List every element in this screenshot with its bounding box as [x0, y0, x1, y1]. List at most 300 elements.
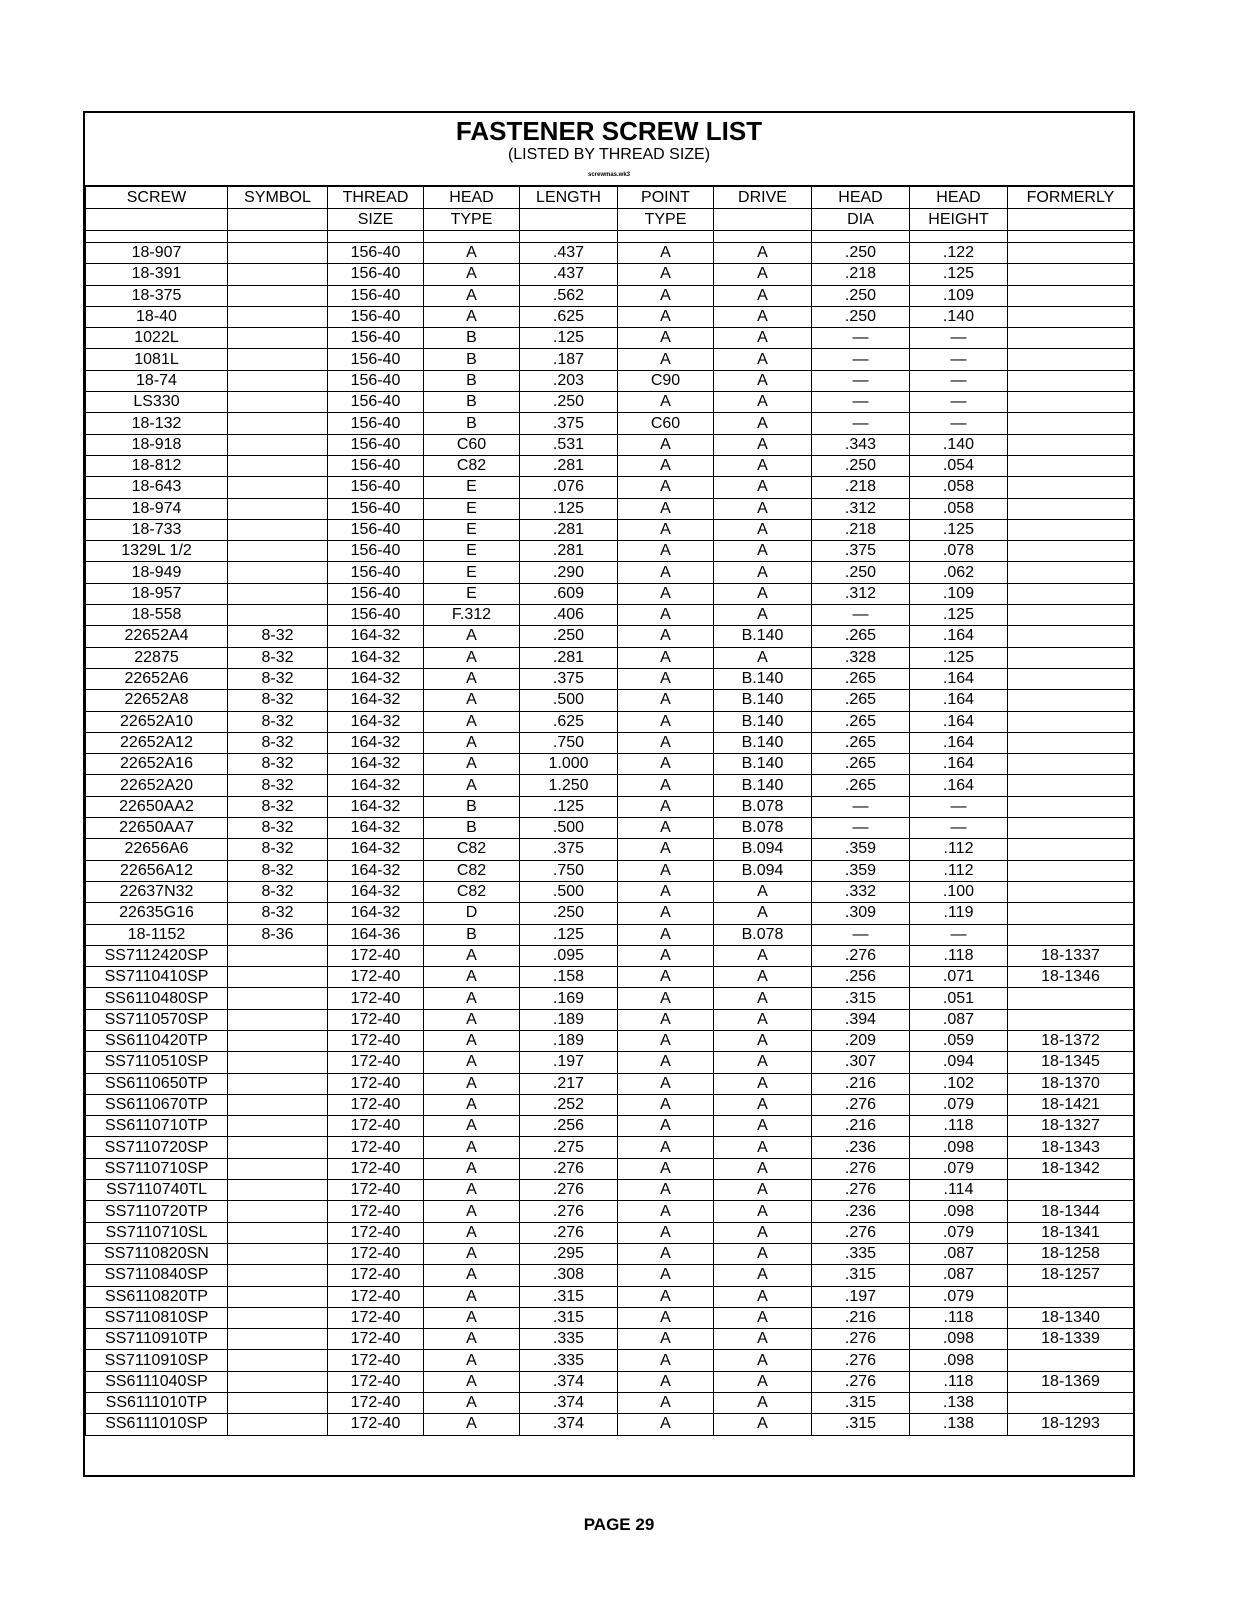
cell-length: .374	[520, 1393, 618, 1414]
cell-drive: A	[714, 1222, 812, 1243]
cell-screw: 18-907	[86, 243, 228, 264]
cell-head-type: A	[424, 1243, 520, 1264]
cell-head-type: F.312	[424, 605, 520, 626]
cell-symbol	[228, 1414, 328, 1435]
cell-symbol: 8-32	[228, 668, 328, 689]
cell-point-type: A	[618, 1116, 714, 1137]
cell-thread-size: 164-32	[328, 860, 424, 881]
cell-point-type: A	[618, 1073, 714, 1094]
cell-thread-size: 164-32	[328, 818, 424, 839]
cell-thread-size: 172-40	[328, 1222, 424, 1243]
cell-length: .250	[520, 626, 618, 647]
cell-thread-size: 172-40	[328, 1414, 424, 1435]
cell-thread-size: 156-40	[328, 434, 424, 455]
cell-head-height: .119	[910, 903, 1008, 924]
cell-head-height: .051	[910, 988, 1008, 1009]
cell-head-type: E	[424, 498, 520, 519]
cell-symbol	[228, 541, 328, 562]
cell-head-type: A	[424, 711, 520, 732]
cell-point-type: A	[618, 839, 714, 860]
cell-point-type: A	[618, 1222, 714, 1243]
cell-point-type: A	[618, 541, 714, 562]
cell-point-type: A	[618, 1307, 714, 1328]
table-row	[86, 924, 1134, 945]
cell-head-height: —	[910, 796, 1008, 817]
cell-screw: SS7110710SL	[86, 1222, 228, 1243]
cell-screw: SS7110820SN	[86, 1243, 228, 1264]
cell-length: .335	[520, 1329, 618, 1350]
cell-length: .290	[520, 562, 618, 583]
table-row	[86, 1265, 1134, 1286]
cell-symbol	[228, 1052, 328, 1073]
cell-formerly	[1008, 243, 1134, 264]
cell-head-type: E	[424, 541, 520, 562]
cell-point-type: A	[618, 477, 714, 498]
cell-symbol	[228, 285, 328, 306]
cell-formerly	[1008, 711, 1134, 732]
cell-formerly: 18-1372	[1008, 1030, 1134, 1051]
cell-head-dia: .276	[812, 945, 910, 966]
col-header-head: HEAD	[424, 186, 520, 209]
cell-head-dia: .276	[812, 1371, 910, 1392]
cell-length: .609	[520, 583, 618, 604]
cell-length: .500	[520, 818, 618, 839]
col-header-length: LENGTH	[520, 186, 618, 209]
cell-head-type: A	[424, 626, 520, 647]
cell-symbol	[228, 328, 328, 349]
cell-screw: SS7110510SP	[86, 1052, 228, 1073]
cell-point-type: A	[618, 945, 714, 966]
cell-point-type: A	[618, 1393, 714, 1414]
cell-drive: B.140	[714, 732, 812, 753]
cell-point-type: A	[618, 1030, 714, 1051]
cell-head-height: .079	[910, 1158, 1008, 1179]
cell-head-type: B	[424, 328, 520, 349]
screw-table	[85, 185, 1134, 1436]
cell-thread-size: 172-40	[328, 945, 424, 966]
cell-length: .095	[520, 945, 618, 966]
cell-symbol	[228, 243, 328, 264]
cell-drive: A	[714, 328, 812, 349]
cell-formerly	[1008, 583, 1134, 604]
cell-length: 1.000	[520, 754, 618, 775]
cell-head-type: A	[424, 647, 520, 668]
cell-formerly	[1008, 498, 1134, 519]
col-header-head-height: HEAD	[910, 186, 1008, 209]
cell-formerly	[1008, 839, 1134, 860]
cell-symbol	[228, 1116, 328, 1137]
cell-head-type: E	[424, 562, 520, 583]
table-row	[86, 264, 1134, 285]
table-row	[86, 1030, 1134, 1051]
cell-thread-size: 172-40	[328, 1116, 424, 1137]
cell-drive: A	[714, 881, 812, 902]
cell-head-dia: .250	[812, 562, 910, 583]
cell-thread-size: 164-32	[328, 668, 424, 689]
cell-thread-size: 156-40	[328, 605, 424, 626]
cell-length: .315	[520, 1286, 618, 1307]
cell-head-type: A	[424, 1180, 520, 1201]
cell-symbol: 8-32	[228, 754, 328, 775]
cell-length: .187	[520, 349, 618, 370]
cell-thread-size: 172-40	[328, 1201, 424, 1222]
cell-formerly: 18-1258	[1008, 1243, 1134, 1264]
cell-symbol: 8-32	[228, 690, 328, 711]
cell-point-type: A	[618, 562, 714, 583]
cell-head-height: .102	[910, 1073, 1008, 1094]
cell-point-type: A	[618, 988, 714, 1009]
cell-point-type: A	[618, 881, 714, 902]
table-row	[86, 1414, 1134, 1435]
cell-thread-size: 164-32	[328, 732, 424, 753]
cell-drive: A	[714, 434, 812, 455]
cell-head-height: .079	[910, 1222, 1008, 1243]
cell-length: .281	[520, 541, 618, 562]
cell-screw: SS7110720SP	[86, 1137, 228, 1158]
cell-head-height: .094	[910, 1052, 1008, 1073]
cell-length: .295	[520, 1243, 618, 1264]
cell-head-dia: .375	[812, 541, 910, 562]
cell-screw: 22652A6	[86, 668, 228, 689]
cell-length: .158	[520, 967, 618, 988]
cell-length: .276	[520, 1222, 618, 1243]
cell-length: .375	[520, 839, 618, 860]
header-row-2	[86, 209, 1134, 231]
cell-length: .189	[520, 1009, 618, 1030]
table-row	[86, 306, 1134, 327]
cell-point-type: A	[618, 626, 714, 647]
cell-drive: A	[714, 1414, 812, 1435]
cell-formerly	[1008, 754, 1134, 775]
cell-formerly	[1008, 477, 1134, 498]
cell-head-type: B	[424, 818, 520, 839]
table-row	[86, 988, 1134, 1009]
table-row	[86, 519, 1134, 540]
cell-formerly: 18-1345	[1008, 1052, 1134, 1073]
cell-thread-size: 164-32	[328, 711, 424, 732]
cell-head-dia: .216	[812, 1307, 910, 1328]
cell-head-type: C60	[424, 434, 520, 455]
cell-length: .217	[520, 1073, 618, 1094]
cell-formerly	[1008, 818, 1134, 839]
cell-formerly: 18-1346	[1008, 967, 1134, 988]
cell-head-dia: .218	[812, 264, 910, 285]
cell-head-height: .140	[910, 306, 1008, 327]
cell-point-type: A	[618, 519, 714, 540]
cell-drive: B.140	[714, 775, 812, 796]
cell-point-type: A	[618, 1137, 714, 1158]
cell-formerly: 18-1370	[1008, 1073, 1134, 1094]
cell-drive: A	[714, 477, 812, 498]
cell-formerly	[1008, 775, 1134, 796]
cell-head-type: B	[424, 413, 520, 434]
cell-length: .374	[520, 1371, 618, 1392]
cell-formerly: 18-1343	[1008, 1137, 1134, 1158]
cell-symbol	[228, 349, 328, 370]
cell-head-dia: .359	[812, 860, 910, 881]
cell-symbol	[228, 1158, 328, 1179]
cell-screw: 22652A8	[86, 690, 228, 711]
cell-head-type: A	[424, 1158, 520, 1179]
cell-head-type: A	[424, 306, 520, 327]
cell-head-dia: .394	[812, 1009, 910, 1030]
cell-point-type: A	[618, 647, 714, 668]
cell-point-type: A	[618, 668, 714, 689]
cell-head-type: A	[424, 775, 520, 796]
col-subheader-point: TYPE	[618, 209, 714, 231]
cell-length: .500	[520, 881, 618, 902]
cell-point-type: A	[618, 243, 714, 264]
cell-head-type: D	[424, 903, 520, 924]
cell-head-dia: .265	[812, 690, 910, 711]
cell-drive: B.140	[714, 754, 812, 775]
cell-point-type: A	[618, 860, 714, 881]
cell-length: .562	[520, 285, 618, 306]
cell-drive: A	[714, 605, 812, 626]
cell-head-height: .109	[910, 583, 1008, 604]
table-row	[86, 413, 1134, 434]
cell-head-dia: .250	[812, 243, 910, 264]
cell-head-dia: .312	[812, 583, 910, 604]
cell-drive: A	[714, 1180, 812, 1201]
cell-drive: B.078	[714, 818, 812, 839]
cell-length: .276	[520, 1158, 618, 1179]
cell-symbol	[228, 605, 328, 626]
cell-screw: 22635G16	[86, 903, 228, 924]
cell-screw: SS7110570SP	[86, 1009, 228, 1030]
cell-point-type: A	[618, 1414, 714, 1435]
cell-head-dia: .250	[812, 306, 910, 327]
cell-thread-size: 172-40	[328, 1052, 424, 1073]
cell-head-height: .125	[910, 647, 1008, 668]
cell-drive: A	[714, 988, 812, 1009]
cell-symbol	[228, 1094, 328, 1115]
cell-screw: 18-132	[86, 413, 228, 434]
cell-formerly	[1008, 349, 1134, 370]
cell-symbol	[228, 1329, 328, 1350]
cell-drive: A	[714, 349, 812, 370]
cell-drive: B.140	[714, 690, 812, 711]
cell-head-type: A	[424, 1350, 520, 1371]
cell-head-dia: .276	[812, 1094, 910, 1115]
cell-symbol: 8-32	[228, 775, 328, 796]
cell-point-type: A	[618, 1286, 714, 1307]
col-header-drive: DRIVE	[714, 186, 812, 209]
table-row	[86, 370, 1134, 391]
cell-head-height: .118	[910, 1116, 1008, 1137]
cell-screw: 18-974	[86, 498, 228, 519]
cell-thread-size: 172-40	[328, 1030, 424, 1051]
cell-head-type: A	[424, 1265, 520, 1286]
cell-symbol	[228, 1180, 328, 1201]
cell-screw: 18-733	[86, 519, 228, 540]
cell-point-type: A	[618, 1265, 714, 1286]
cell-thread-size: 164-32	[328, 839, 424, 860]
screw-table-body	[86, 243, 1134, 1436]
cell-drive: A	[714, 306, 812, 327]
cell-head-type: A	[424, 1052, 520, 1073]
cell-symbol	[228, 1137, 328, 1158]
table-row	[86, 690, 1134, 711]
cell-drive: A	[714, 1307, 812, 1328]
cell-symbol	[228, 562, 328, 583]
cell-thread-size: 172-40	[328, 1350, 424, 1371]
cell-screw: 22652A10	[86, 711, 228, 732]
cell-screw: 18-918	[86, 434, 228, 455]
cell-length: .281	[520, 455, 618, 476]
cell-point-type: A	[618, 583, 714, 604]
cell-screw: 18-391	[86, 264, 228, 285]
cell-drive: A	[714, 370, 812, 391]
cell-formerly	[1008, 455, 1134, 476]
screw-list-frame	[83, 111, 1135, 1477]
cell-screw: 22656A12	[86, 860, 228, 881]
cell-length: .437	[520, 243, 618, 264]
cell-drive: A	[714, 1073, 812, 1094]
cell-screw: SS7110910TP	[86, 1329, 228, 1350]
cell-length: .076	[520, 477, 618, 498]
cell-head-dia: .276	[812, 1222, 910, 1243]
cell-screw: 22650AA2	[86, 796, 228, 817]
cell-point-type: A	[618, 754, 714, 775]
cell-screw: SS6111010SP	[86, 1414, 228, 1435]
col-header-screw: SCREW	[86, 186, 228, 209]
cell-head-type: A	[424, 732, 520, 753]
cell-head-type: A	[424, 945, 520, 966]
cell-drive: A	[714, 1286, 812, 1307]
table-row	[86, 860, 1134, 881]
cell-length: .275	[520, 1137, 618, 1158]
cell-head-dia: .216	[812, 1073, 910, 1094]
cell-thread-size: 172-40	[328, 1371, 424, 1392]
cell-length: .374	[520, 1414, 618, 1435]
table-row	[86, 796, 1134, 817]
cell-length: .375	[520, 668, 618, 689]
page-title: FASTENER SCREW LIST	[455, 116, 763, 146]
cell-drive: B.140	[714, 668, 812, 689]
cell-length: .125	[520, 498, 618, 519]
cell-screw: SS7110740TL	[86, 1180, 228, 1201]
cell-point-type: A	[618, 1094, 714, 1115]
cell-thread-size: 156-40	[328, 285, 424, 306]
cell-drive: A	[714, 1350, 812, 1371]
cell-drive: B.094	[714, 860, 812, 881]
cell-head-dia: .265	[812, 754, 910, 775]
cell-length: .203	[520, 370, 618, 391]
cell-symbol	[228, 306, 328, 327]
cell-formerly	[1008, 285, 1134, 306]
cell-point-type: A	[618, 775, 714, 796]
cell-thread-size: 164-32	[328, 754, 424, 775]
cell-point-type: A	[618, 1201, 714, 1222]
cell-head-height: .098	[910, 1201, 1008, 1222]
cell-thread-size: 172-40	[328, 967, 424, 988]
cell-formerly	[1008, 626, 1134, 647]
cell-head-dia: .276	[812, 1158, 910, 1179]
cell-drive: A	[714, 413, 812, 434]
table-row	[86, 243, 1134, 264]
cell-head-height: .118	[910, 1371, 1008, 1392]
cell-symbol: 8-32	[228, 647, 328, 668]
col-subheader-screw	[86, 209, 228, 231]
cell-thread-size: 156-40	[328, 541, 424, 562]
cell-drive: B.140	[714, 711, 812, 732]
cell-formerly: 18-1257	[1008, 1265, 1134, 1286]
cell-drive: A	[714, 562, 812, 583]
table-row	[86, 605, 1134, 626]
cell-drive: A	[714, 1030, 812, 1051]
cell-head-dia: .209	[812, 1030, 910, 1051]
cell-head-height: .087	[910, 1265, 1008, 1286]
cell-length: .250	[520, 903, 618, 924]
cell-head-height: .164	[910, 754, 1008, 775]
cell-point-type: A	[618, 690, 714, 711]
cell-drive: A	[714, 1094, 812, 1115]
col-subheader-head-height: HEIGHT	[910, 209, 1008, 231]
cell-length: .281	[520, 647, 618, 668]
cell-screw: 18-40	[86, 306, 228, 327]
cell-point-type: A	[618, 924, 714, 945]
cell-formerly	[1008, 1350, 1134, 1371]
cell-thread-size: 156-40	[328, 264, 424, 285]
cell-thread-size: 172-40	[328, 1286, 424, 1307]
cell-head-type: A	[424, 754, 520, 775]
cell-thread-size: 156-40	[328, 370, 424, 391]
cell-head-dia: .343	[812, 434, 910, 455]
table-row	[86, 1158, 1134, 1179]
cell-symbol: 8-32	[228, 732, 328, 753]
cell-formerly	[1008, 1180, 1134, 1201]
cell-formerly	[1008, 647, 1134, 668]
cell-head-type: A	[424, 988, 520, 1009]
table-row	[86, 285, 1134, 306]
table-row	[86, 455, 1134, 476]
cell-length: .189	[520, 1030, 618, 1051]
cell-point-type: A	[618, 1052, 714, 1073]
cell-drive: A	[714, 1201, 812, 1222]
cell-symbol: 8-32	[228, 626, 328, 647]
cell-symbol	[228, 1073, 328, 1094]
cell-formerly: 18-1340	[1008, 1307, 1134, 1328]
cell-formerly	[1008, 668, 1134, 689]
cell-drive: A	[714, 1393, 812, 1414]
cell-length: .406	[520, 605, 618, 626]
cell-head-dia: .218	[812, 519, 910, 540]
cell-thread-size: 164-32	[328, 881, 424, 902]
cell-symbol	[228, 945, 328, 966]
cell-screw: 18-643	[86, 477, 228, 498]
cell-thread-size: 156-40	[328, 498, 424, 519]
cell-formerly	[1008, 264, 1134, 285]
table-row	[86, 328, 1134, 349]
col-header-thread: THREAD	[328, 186, 424, 209]
cell-head-type: B	[424, 924, 520, 945]
col-header-formerly: FORMERLY	[1008, 186, 1134, 209]
cell-point-type: A	[618, 1009, 714, 1030]
cell-head-dia: —	[812, 370, 910, 391]
cell-symbol	[228, 434, 328, 455]
cell-point-type: A	[618, 1350, 714, 1371]
table-row	[86, 1137, 1134, 1158]
cell-head-dia: .276	[812, 1180, 910, 1201]
cell-head-height: .118	[910, 945, 1008, 966]
cell-screw: SS6110670TP	[86, 1094, 228, 1115]
cell-symbol: 8-32	[228, 796, 328, 817]
cell-formerly	[1008, 562, 1134, 583]
cell-length: .750	[520, 860, 618, 881]
cell-thread-size: 164-32	[328, 626, 424, 647]
cell-drive: B.078	[714, 924, 812, 945]
